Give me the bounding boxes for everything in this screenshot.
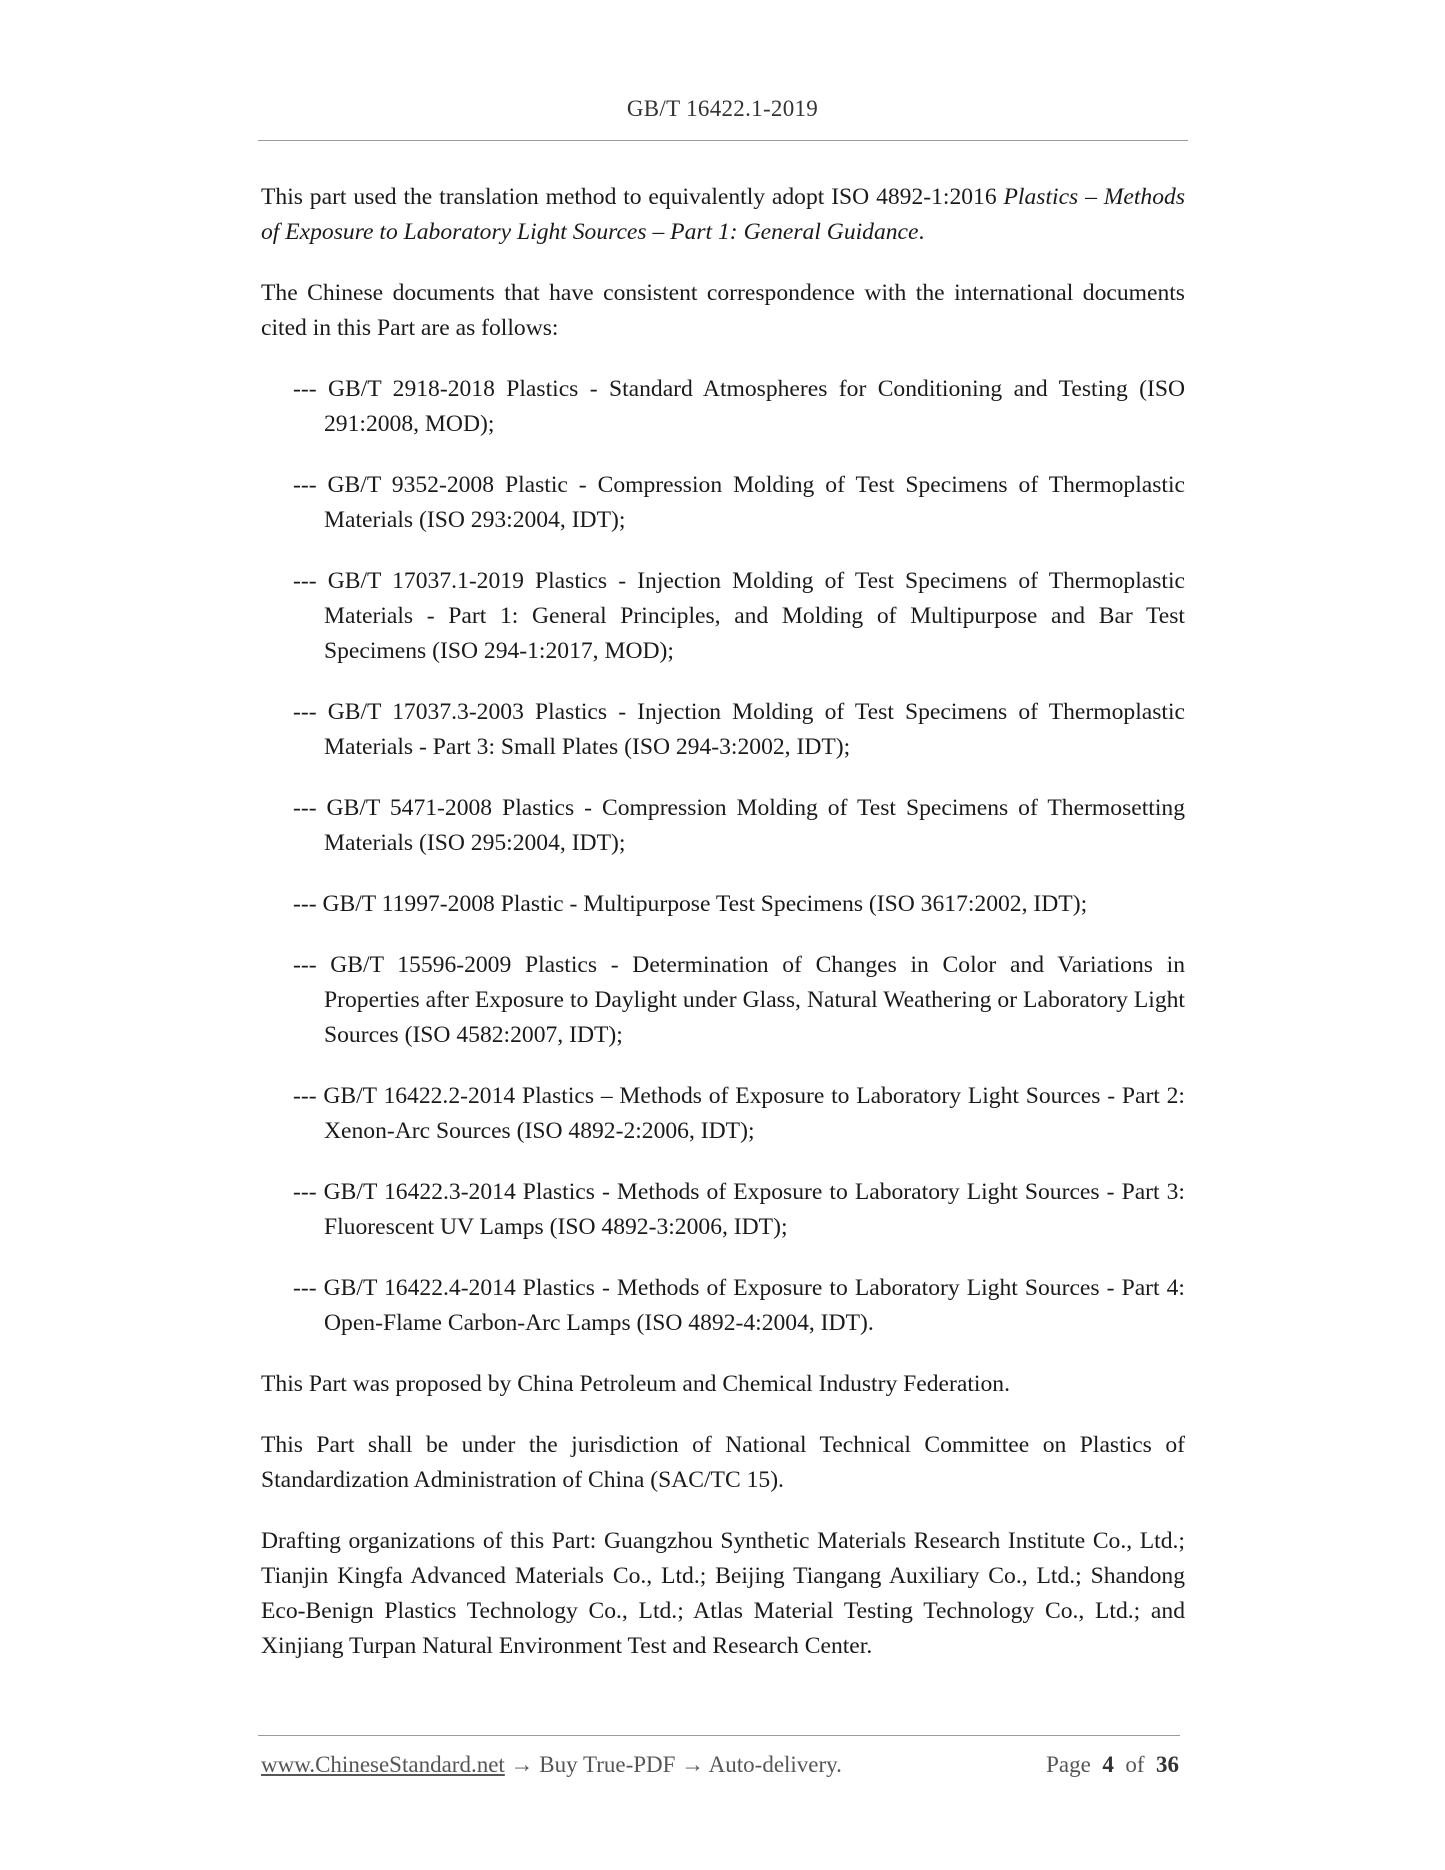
correspondence-intro: The Chinese documents that have consistent correspondence with the international documents cited in this Part are as follows: bbox=[261, 280, 1185, 341]
intro-paragraph bbox=[261, 180, 1185, 250]
jurisdiction-paragraph: This Part shall be under the jurisdiction of National Technical Committee on Plastics of Standardization Administration of China (SAC/TC 15). bbox=[261, 1432, 1185, 1493]
footer-divider bbox=[258, 1735, 1180, 1736]
list-item: --- GB/T 9352-2008 Plastic - Compression Molding of Test Specimens of Thermoplastic Materials (ISO 293:2004, IDT); bbox=[293, 472, 1185, 533]
footer-promo bbox=[261, 1752, 842, 1778]
total-pages-number: 36 bbox=[1156, 1752, 1179, 1777]
document-body bbox=[261, 180, 1185, 1690]
list-item: --- GB/T 15596-2009 Plastics - Determination of Changes in Color and Variations in Properties after Exposure to Daylight under Glass, Natural Weathering or Laboratory Light Sources (ISO 4582:2007, IDT); bbox=[293, 952, 1185, 1048]
page-indicator bbox=[1046, 1752, 1179, 1778]
intro-text-prefix: This part used the translation method to equivalently adopt ISO 4892-1:2016 bbox=[261, 184, 1004, 210]
list-item: --- GB/T 17037.3-2003 Plastics - Injection Molding of Test Specimens of Thermoplastic Materials - Part 3: Small Plates (ISO 294-3:2002, IDT); bbox=[293, 699, 1185, 760]
website-link[interactable]: www.ChineseStandard.net bbox=[261, 1752, 505, 1777]
list-item: --- GB/T 16422.4-2014 Plastics - Methods of Exposure to Laboratory Light Sources - Part 4: Open-Flame Carbon-Arc Lamps (ISO 4892-4:2004, IDT). bbox=[293, 1275, 1185, 1336]
list-item: --- GB/T 16422.3-2014 Plastics - Methods of Exposure to Laboratory Light Sources - Part 3: Fluorescent UV Lamps (ISO 4892-3:2006, IDT); bbox=[293, 1179, 1185, 1240]
list-item: --- GB/T 17037.1-2019 Plastics - Injection Molding of Test Specimens of Thermoplastic Materials - Part 1: General Principles, and Molding of Multipurpose and Bar Test Specimens (ISO 294-1:2017, MOD); bbox=[293, 568, 1185, 664]
standards-list bbox=[261, 372, 1185, 1341]
list-item: --- GB/T 5471-2008 Plastics - Compression Molding of Test Specimens of Thermosetting Materials (ISO 295:2004, IDT); bbox=[293, 795, 1185, 856]
proposed-by-paragraph: This Part was proposed by China Petroleum and Chemical Industry Federation. bbox=[261, 1371, 1010, 1397]
of-label: of bbox=[1125, 1752, 1145, 1777]
page-label: Page bbox=[1046, 1752, 1091, 1777]
list-item: --- GB/T 2918-2018 Plastics - Standard Atmospheres for Conditioning and Testing (ISO 291:2008, MOD); bbox=[293, 376, 1185, 437]
header-divider bbox=[258, 140, 1188, 141]
footer-tagline: → Buy True-PDF → Auto-delivery. bbox=[504, 1752, 842, 1777]
drafting-organizations-paragraph: Drafting organizations of this Part: Guangzhou Synthetic Materials Research Institute Co., Ltd.; Tianjin Kingfa Advanced Materials Co., Ltd.; Beijing Tiangang Auxiliary Co., Ltd.; Shandong Eco-Benign Plastics Technology Co., Ltd.; Atlas Material Testing Technology Co., Ltd.; and Xinjiang Turpan Natural Environment Test and Research Center. bbox=[261, 1528, 1185, 1659]
page-header-title: GB/T 16422.1-2019 bbox=[626, 96, 819, 121]
intro-text-suffix: . bbox=[918, 219, 925, 245]
list-item: --- GB/T 16422.2-2014 Plastics – Methods of Exposure to Laboratory Light Sources - Part 2: Xenon-Arc Sources (ISO 4892-2:2006, IDT); bbox=[293, 1083, 1185, 1144]
intro-standard-title: Plastics – Methods of Exposure to Laboratory Light Sources – Part 1: General Guidance bbox=[261, 184, 1185, 245]
list-item: --- GB/T 11997-2008 Plastic - Multipurpose Test Specimens (ISO 3617:2002, IDT); bbox=[293, 891, 1088, 917]
current-page-number: 4 bbox=[1102, 1752, 1114, 1777]
